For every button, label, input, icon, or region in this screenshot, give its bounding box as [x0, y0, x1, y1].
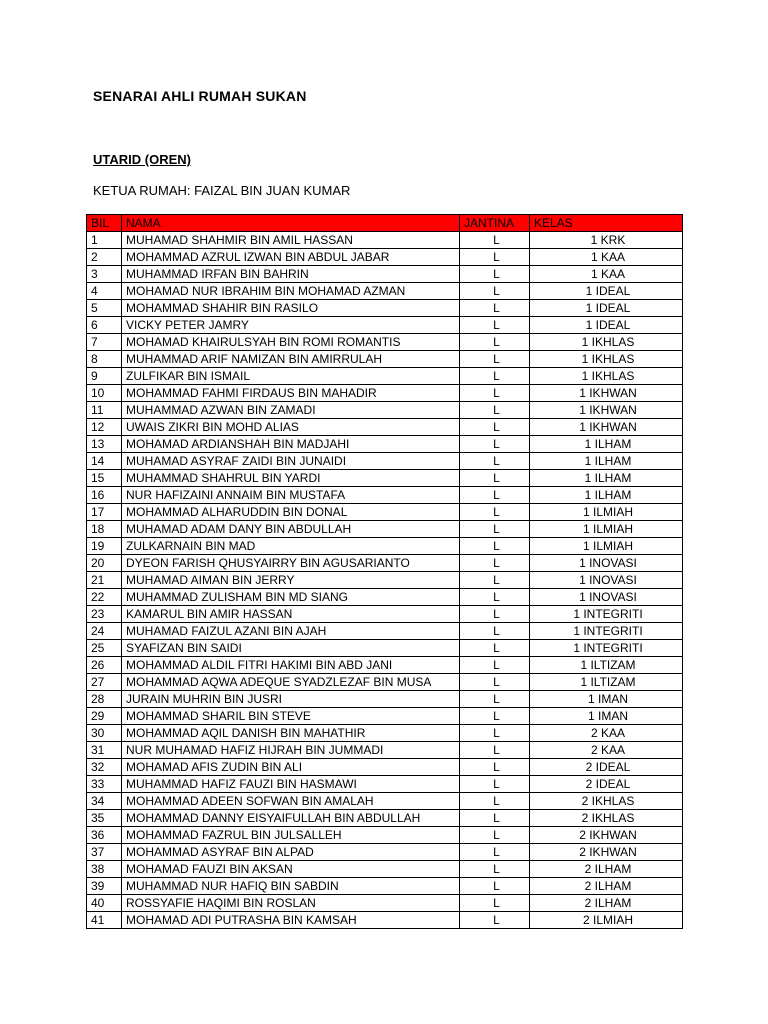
- cell-nama: MOHAMMAD SHAHIR BIN RASILO: [122, 300, 460, 317]
- cell-nama: MOHAMMAD ALDIL FITRI HAKIMI BIN ABD JANI: [122, 657, 460, 674]
- cell-jantina: L: [460, 606, 530, 623]
- cell-kelas: 2 IDEAL: [530, 776, 683, 793]
- member-rows: [87, 232, 683, 929]
- cell-bil: 29: [87, 708, 122, 725]
- table-row: [87, 470, 683, 487]
- cell-nama: MOHAMAD ARDIANSHAH BIN MADJAHI: [122, 436, 460, 453]
- cell-jantina: L: [460, 640, 530, 657]
- table-row: [87, 504, 683, 521]
- cell-bil: 36: [87, 827, 122, 844]
- table-row: [87, 351, 683, 368]
- table-row: [87, 266, 683, 283]
- cell-jantina: L: [460, 470, 530, 487]
- cell-kelas: 1 IKHLAS: [530, 351, 683, 368]
- cell-kelas: 1 IKHWAN: [530, 385, 683, 402]
- cell-bil: 5: [87, 300, 122, 317]
- cell-bil: 37: [87, 844, 122, 861]
- cell-nama: NUR HAFIZAINI ANNAIM BIN MUSTAFA: [122, 487, 460, 504]
- cell-jantina: L: [460, 725, 530, 742]
- cell-kelas: 2 IKHLAS: [530, 810, 683, 827]
- cell-nama: KAMARUL BIN AMIR HASSAN: [122, 606, 460, 623]
- cell-kelas: 1 IMAN: [530, 708, 683, 725]
- cell-jantina: L: [460, 351, 530, 368]
- cell-kelas: 1 IDEAL: [530, 283, 683, 300]
- table-row: [87, 861, 683, 878]
- cell-bil: 9: [87, 368, 122, 385]
- cell-kelas: 1 IKHWAN: [530, 402, 683, 419]
- cell-jantina: L: [460, 521, 530, 538]
- cell-kelas: 2 KAA: [530, 742, 683, 759]
- table-row: [87, 317, 683, 334]
- table-row: [87, 487, 683, 504]
- cell-nama: ZULKARNAIN BIN MAD: [122, 538, 460, 555]
- table-row: [87, 895, 683, 912]
- table-row: [87, 606, 683, 623]
- table-row: [87, 742, 683, 759]
- table-row: [87, 912, 683, 929]
- cell-kelas: 1 ILMIAH: [530, 504, 683, 521]
- cell-bil: 1: [87, 232, 122, 249]
- house-name: UTARID (OREN): [93, 152, 191, 167]
- cell-nama: VICKY PETER JAMRY: [122, 317, 460, 334]
- table-row: [87, 793, 683, 810]
- cell-nama: MUHAMAD ADAM DANY BIN ABDULLAH: [122, 521, 460, 538]
- cell-kelas: 2 ILHAM: [530, 878, 683, 895]
- cell-bil: 10: [87, 385, 122, 402]
- cell-jantina: L: [460, 504, 530, 521]
- cell-jantina: L: [460, 912, 530, 929]
- table-row: [87, 674, 683, 691]
- cell-nama: MUHAMMAD NUR HAFIQ BIN SABDIN: [122, 878, 460, 895]
- cell-nama: MOHAMAD NUR IBRAHIM BIN MOHAMAD AZMAN: [122, 283, 460, 300]
- cell-nama: MUHAMMAD ZULISHAM BIN MD SIANG: [122, 589, 460, 606]
- cell-bil: 40: [87, 895, 122, 912]
- cell-jantina: L: [460, 878, 530, 895]
- cell-kelas: 1 KAA: [530, 249, 683, 266]
- table-row: [87, 232, 683, 249]
- cell-jantina: L: [460, 657, 530, 674]
- cell-jantina: L: [460, 453, 530, 470]
- cell-bil: 25: [87, 640, 122, 657]
- cell-kelas: 2 ILHAM: [530, 861, 683, 878]
- cell-kelas: 1 KRK: [530, 232, 683, 249]
- cell-nama: UWAIS ZIKRI BIN MOHD ALIAS: [122, 419, 460, 436]
- cell-nama: MOHAMMAD ALHARUDDIN BIN DONAL: [122, 504, 460, 521]
- cell-nama: MUHAMAD AIMAN BIN JERRY: [122, 572, 460, 589]
- cell-jantina: L: [460, 708, 530, 725]
- table-row: [87, 283, 683, 300]
- cell-kelas: 2 ILMIAH: [530, 912, 683, 929]
- table-row: [87, 521, 683, 538]
- cell-jantina: L: [460, 232, 530, 249]
- cell-bil: 7: [87, 334, 122, 351]
- cell-kelas: 1 ILHAM: [530, 453, 683, 470]
- cell-jantina: L: [460, 385, 530, 402]
- cell-kelas: 1 INTEGRITI: [530, 623, 683, 640]
- cell-jantina: L: [460, 436, 530, 453]
- cell-jantina: L: [460, 266, 530, 283]
- house-leader: KETUA RUMAH: FAIZAL BIN JUAN KUMAR: [93, 183, 351, 198]
- table-row: [87, 776, 683, 793]
- table-row: [87, 844, 683, 861]
- cell-nama: MUHAMAD ASYRAF ZAIDI BIN JUNAIDI: [122, 453, 460, 470]
- cell-kelas: 1 ILTIZAM: [530, 657, 683, 674]
- cell-nama: MUHAMAD FAIZUL AZANI BIN AJAH: [122, 623, 460, 640]
- table-row: [87, 249, 683, 266]
- cell-bil: 38: [87, 861, 122, 878]
- cell-jantina: L: [460, 827, 530, 844]
- table-row: [87, 334, 683, 351]
- cell-kelas: 1 IKHLAS: [530, 368, 683, 385]
- table-row: [87, 759, 683, 776]
- cell-bil: 8: [87, 351, 122, 368]
- cell-nama: MOHAMAD FAUZI BIN AKSAN: [122, 861, 460, 878]
- cell-bil: 16: [87, 487, 122, 504]
- cell-nama: MOHAMMAD DANNY EISYAIFULLAH BIN ABDULLAH: [122, 810, 460, 827]
- header-bil: BIL: [87, 215, 122, 232]
- cell-kelas: 1 INTEGRITI: [530, 606, 683, 623]
- header-kelas: KELAS: [530, 215, 683, 232]
- cell-nama: MOHAMMAD ADEEN SOFWAN BIN AMALAH: [122, 793, 460, 810]
- cell-nama: JURAIN MUHRIN BIN JUSRI: [122, 691, 460, 708]
- cell-kelas: 1 INOVASI: [530, 555, 683, 572]
- cell-jantina: L: [460, 538, 530, 555]
- cell-kelas: 2 KAA: [530, 725, 683, 742]
- cell-jantina: L: [460, 759, 530, 776]
- cell-bil: 3: [87, 266, 122, 283]
- cell-nama: MOHAMMAD SHARIL BIN STEVE: [122, 708, 460, 725]
- table-row: [87, 878, 683, 895]
- cell-nama: MOHAMAD ADI PUTRASHA BIN KAMSAH: [122, 912, 460, 929]
- cell-kelas: 1 INOVASI: [530, 572, 683, 589]
- table-row: [87, 810, 683, 827]
- cell-kelas: 1 ILHAM: [530, 470, 683, 487]
- cell-kelas: 1 KAA: [530, 266, 683, 283]
- table-row: [87, 691, 683, 708]
- cell-bil: 2: [87, 249, 122, 266]
- cell-jantina: L: [460, 368, 530, 385]
- cell-nama: MOHAMMAD FAHMI FIRDAUS BIN MAHADIR: [122, 385, 460, 402]
- cell-bil: 39: [87, 878, 122, 895]
- cell-nama: MOHAMMAD AQWA ADEQUE SYADZLEZAF BIN MUSA: [122, 674, 460, 691]
- header-nama: NAMA: [122, 215, 460, 232]
- table-row: [87, 827, 683, 844]
- cell-nama: NUR MUHAMAD HAFIZ HIJRAH BIN JUMMADI: [122, 742, 460, 759]
- cell-jantina: L: [460, 334, 530, 351]
- cell-jantina: L: [460, 776, 530, 793]
- cell-jantina: L: [460, 555, 530, 572]
- cell-nama: MOHAMMAD FAZRUL BIN JULSALLEH: [122, 827, 460, 844]
- table-header-row: [87, 215, 683, 232]
- table-row: [87, 538, 683, 555]
- table-row: [87, 657, 683, 674]
- cell-kelas: 1 ILMIAH: [530, 521, 683, 538]
- table-row: [87, 402, 683, 419]
- table-row: [87, 640, 683, 657]
- table-row: [87, 725, 683, 742]
- cell-jantina: L: [460, 317, 530, 334]
- cell-bil: 17: [87, 504, 122, 521]
- cell-kelas: 1 IMAN: [530, 691, 683, 708]
- table-row: [87, 436, 683, 453]
- cell-jantina: L: [460, 861, 530, 878]
- table-row: [87, 300, 683, 317]
- cell-nama: ZULFIKAR BIN ISMAIL: [122, 368, 460, 385]
- cell-jantina: L: [460, 283, 530, 300]
- cell-jantina: L: [460, 742, 530, 759]
- cell-jantina: L: [460, 623, 530, 640]
- document-title: SENARAI AHLI RUMAH SUKAN: [93, 88, 307, 104]
- cell-jantina: L: [460, 691, 530, 708]
- table-row: [87, 708, 683, 725]
- cell-jantina: L: [460, 487, 530, 504]
- cell-kelas: 1 ILHAM: [530, 487, 683, 504]
- cell-nama: MUHAMAD SHAHMIR BIN AMIL HASSAN: [122, 232, 460, 249]
- cell-bil: 12: [87, 419, 122, 436]
- cell-bil: 20: [87, 555, 122, 572]
- member-table: [86, 214, 683, 929]
- cell-bil: 4: [87, 283, 122, 300]
- table-row: [87, 368, 683, 385]
- cell-nama: MOHAMAD KHAIRULSYAH BIN ROMI ROMANTIS: [122, 334, 460, 351]
- cell-jantina: L: [460, 572, 530, 589]
- cell-nama: MUHAMMAD AZWAN BIN ZAMADI: [122, 402, 460, 419]
- cell-kelas: 2 IDEAL: [530, 759, 683, 776]
- cell-nama: MOHAMMAD AQIL DANISH BIN MAHATHIR: [122, 725, 460, 742]
- cell-bil: 15: [87, 470, 122, 487]
- cell-kelas: 1 ILMIAH: [530, 538, 683, 555]
- cell-jantina: L: [460, 249, 530, 266]
- cell-jantina: L: [460, 402, 530, 419]
- cell-kelas: 1 IKHWAN: [530, 419, 683, 436]
- cell-nama: MUHAMMAD ARIF NAMIZAN BIN AMIRRULAH: [122, 351, 460, 368]
- cell-nama: MOHAMMAD AZRUL IZWAN BIN ABDUL JABAR: [122, 249, 460, 266]
- cell-nama: MUHAMMAD HAFIZ FAUZI BIN HASMAWI: [122, 776, 460, 793]
- table-row: [87, 623, 683, 640]
- cell-jantina: L: [460, 419, 530, 436]
- cell-kelas: 1 IDEAL: [530, 317, 683, 334]
- cell-kelas: 2 IKHLAS: [530, 793, 683, 810]
- cell-nama: MUHAMMAD SHAHRUL BIN YARDI: [122, 470, 460, 487]
- cell-bil: 32: [87, 759, 122, 776]
- cell-bil: 18: [87, 521, 122, 538]
- cell-bil: 22: [87, 589, 122, 606]
- cell-kelas: 2 IKHWAN: [530, 844, 683, 861]
- cell-nama: MUHAMMAD IRFAN BIN BAHRIN: [122, 266, 460, 283]
- cell-kelas: 2 ILHAM: [530, 895, 683, 912]
- cell-kelas: 1 IKHLAS: [530, 334, 683, 351]
- cell-bil: 34: [87, 793, 122, 810]
- table-row: [87, 555, 683, 572]
- cell-bil: 31: [87, 742, 122, 759]
- cell-bil: 41: [87, 912, 122, 929]
- cell-bil: 27: [87, 674, 122, 691]
- cell-jantina: L: [460, 844, 530, 861]
- cell-bil: 11: [87, 402, 122, 419]
- table-row: [87, 385, 683, 402]
- cell-kelas: 1 ILHAM: [530, 436, 683, 453]
- cell-kelas: 1 IDEAL: [530, 300, 683, 317]
- cell-bil: 28: [87, 691, 122, 708]
- cell-nama: ROSSYAFIE HAQIMI BIN ROSLAN: [122, 895, 460, 912]
- cell-jantina: L: [460, 674, 530, 691]
- table-row: [87, 572, 683, 589]
- cell-bil: 13: [87, 436, 122, 453]
- table-row: [87, 453, 683, 470]
- cell-kelas: 1 ILTIZAM: [530, 674, 683, 691]
- cell-bil: 30: [87, 725, 122, 742]
- cell-jantina: L: [460, 589, 530, 606]
- cell-nama: MOHAMMAD ASYRAF BIN ALPAD: [122, 844, 460, 861]
- cell-jantina: L: [460, 300, 530, 317]
- header-jantina: JANTINA: [460, 215, 530, 232]
- cell-bil: 21: [87, 572, 122, 589]
- cell-kelas: 1 INOVASI: [530, 589, 683, 606]
- cell-bil: 6: [87, 317, 122, 334]
- cell-bil: 33: [87, 776, 122, 793]
- cell-jantina: L: [460, 793, 530, 810]
- table-row: [87, 419, 683, 436]
- cell-kelas: 1 INTEGRITI: [530, 640, 683, 657]
- cell-kelas: 2 IKHWAN: [530, 827, 683, 844]
- cell-nama: DYEON FARISH QHUSYAIRRY BIN AGUSARIANTO: [122, 555, 460, 572]
- cell-jantina: L: [460, 810, 530, 827]
- table-row: [87, 589, 683, 606]
- cell-bil: 35: [87, 810, 122, 827]
- cell-bil: 23: [87, 606, 122, 623]
- cell-bil: 14: [87, 453, 122, 470]
- cell-jantina: L: [460, 895, 530, 912]
- cell-nama: MOHAMAD AFIS ZUDIN BIN ALI: [122, 759, 460, 776]
- cell-nama: SYAFIZAN BIN SAIDI: [122, 640, 460, 657]
- cell-bil: 24: [87, 623, 122, 640]
- cell-bil: 26: [87, 657, 122, 674]
- cell-bil: 19: [87, 538, 122, 555]
